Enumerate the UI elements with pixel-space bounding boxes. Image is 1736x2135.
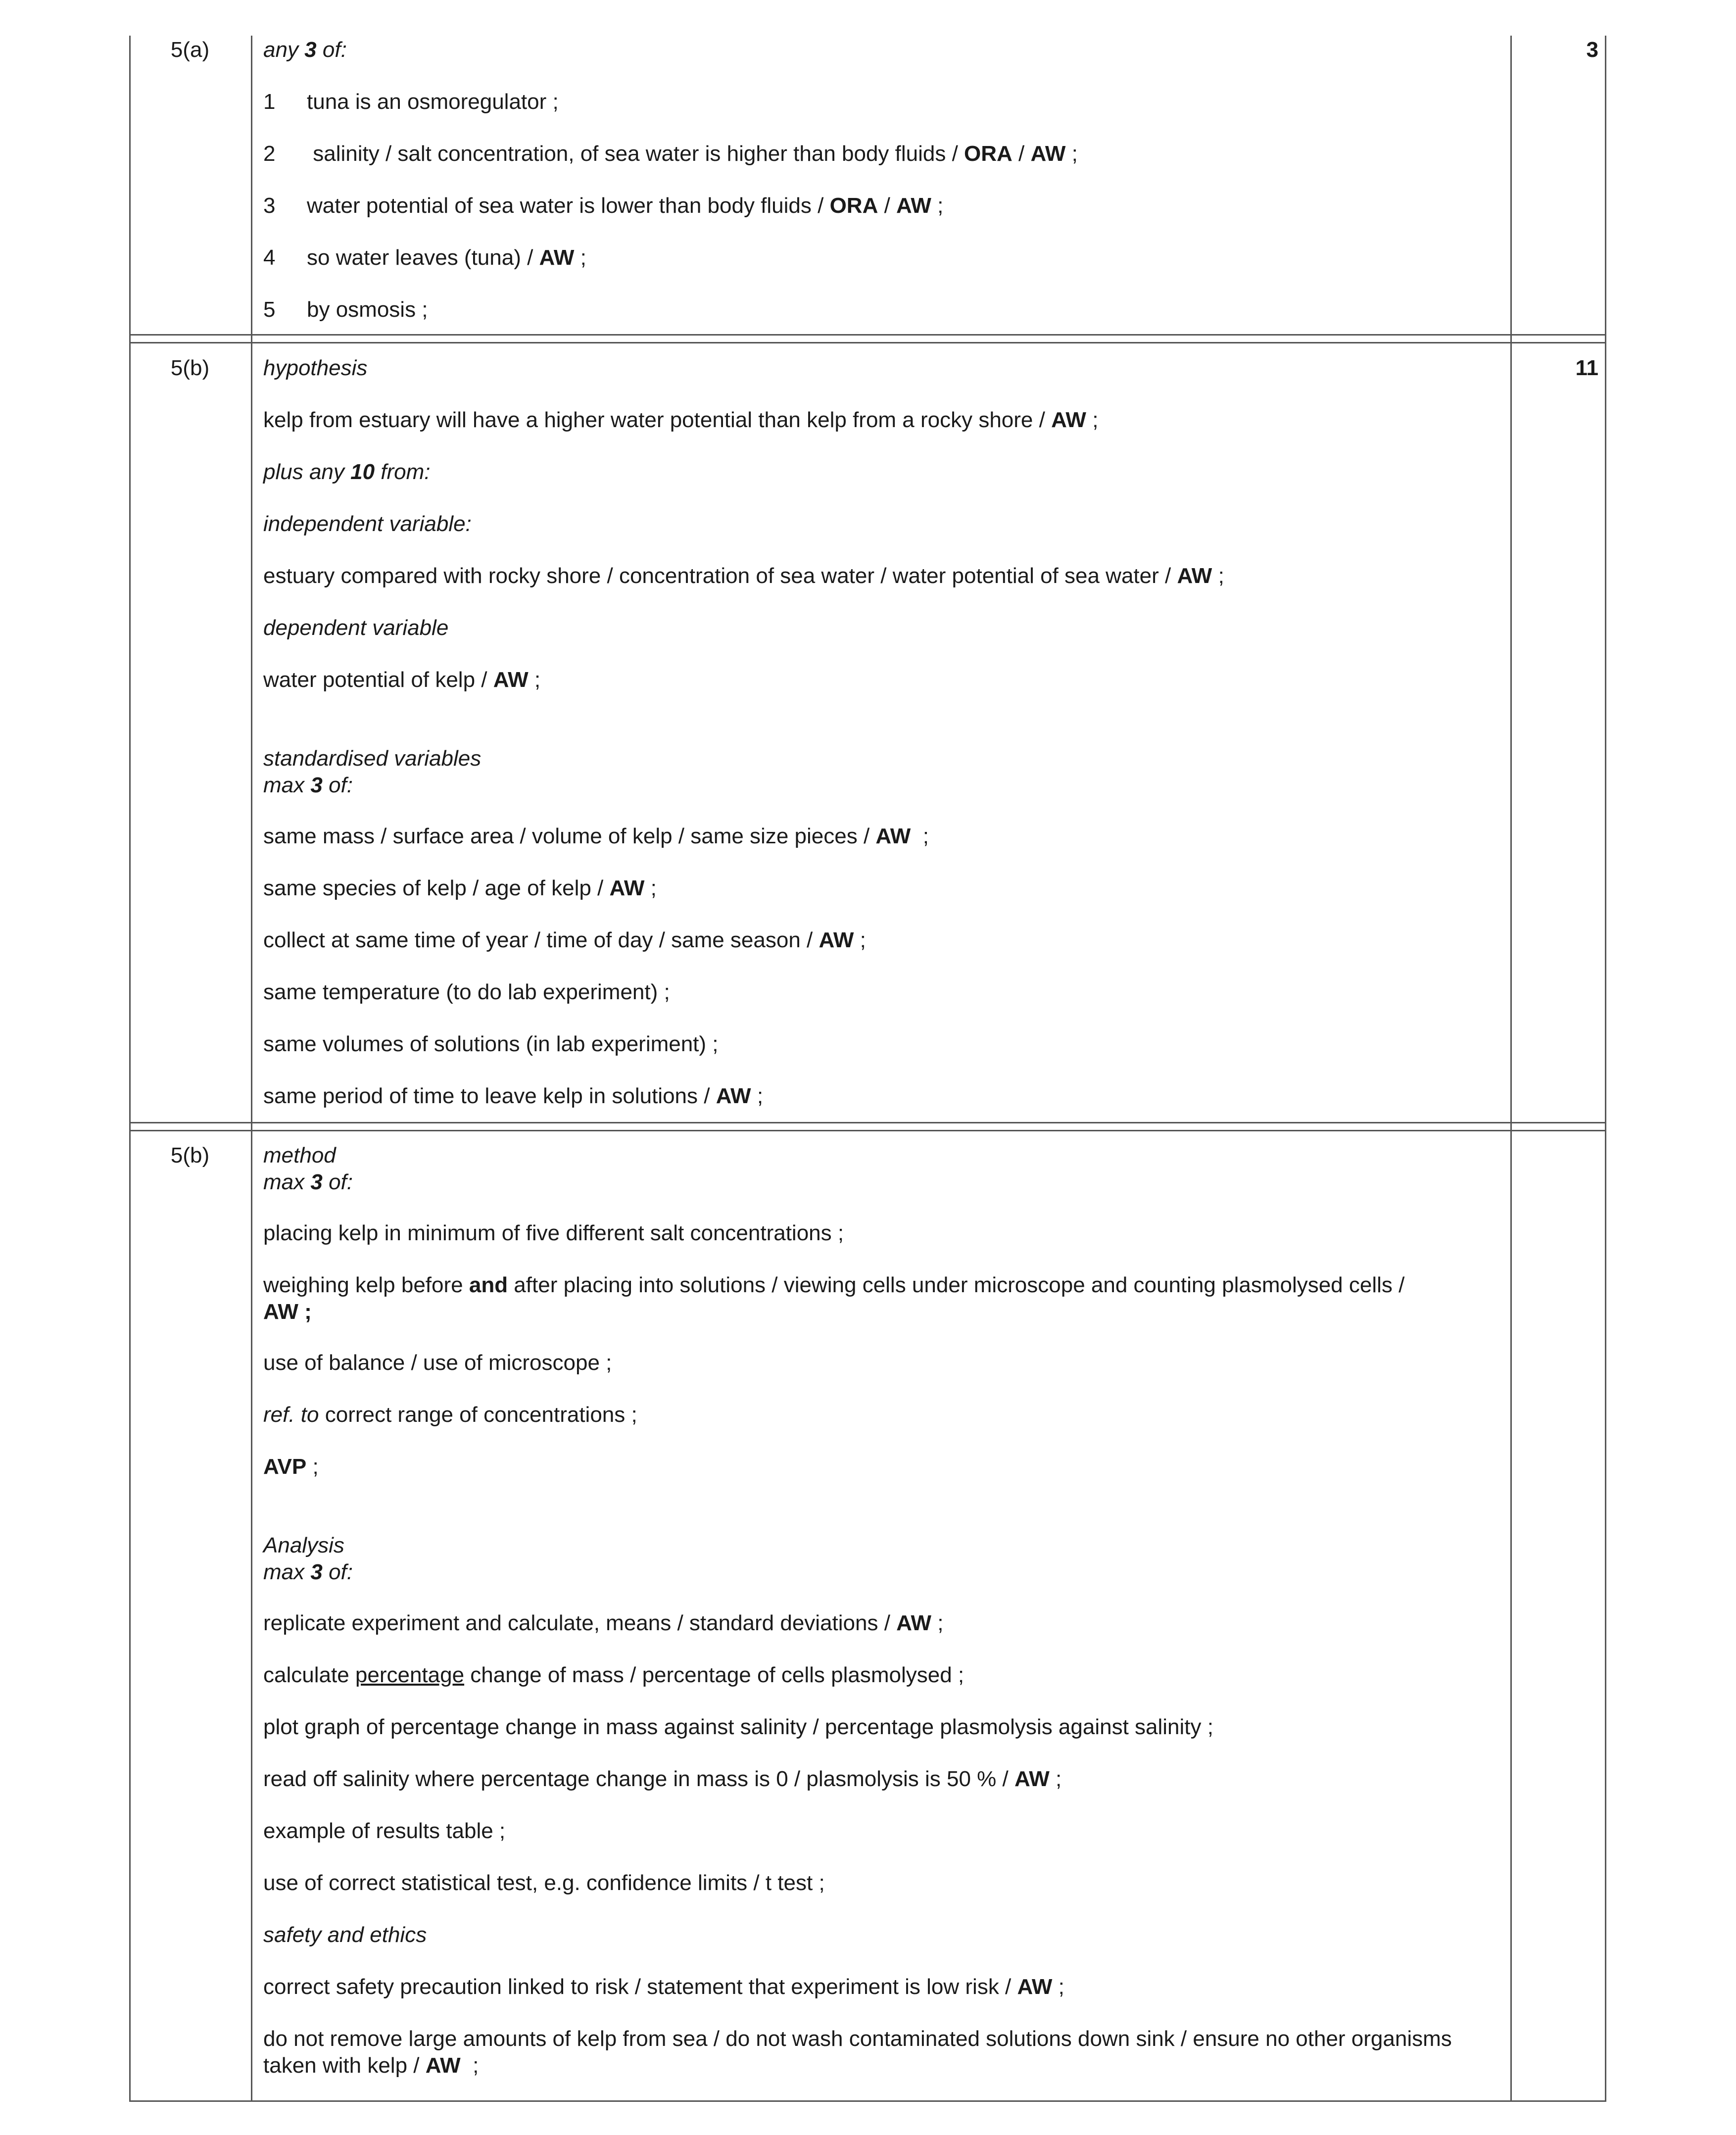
answer-line: independent variable: [263,512,472,536]
answer-line: same species of kelp / age of kelp / AW ; [263,876,657,900]
marks-value: 3 [1586,38,1598,62]
answer-line: 4 so water leaves (tuna) / AW ; [263,244,586,271]
answer-line: same temperature (to do lab experiment) ; [263,980,670,1004]
answer-line: 3 water potential of sea water is lower than body fluids / ORA / AW ; [263,193,943,219]
item-number: 3 [263,194,276,218]
row-separator-1a [129,334,1606,336]
answer-line: same mass / surface area / volume of kelp / same size pieces / AW ; [263,824,929,848]
answer-line: plot graph of percentage change in mass against salinity / percentage plasmolysis against salinity ; [263,1715,1213,1739]
answer-line: use of correct statistical test, e.g. confidence limits / t test ; [263,1871,825,1895]
answer-line: use of balance / use of microscope ; [263,1351,612,1375]
row-separator-1b [129,342,1606,343]
table-divider-marks [1510,36,1512,2102]
answer-line: same period of time to leave kelp in solutions / AW ; [263,1084,764,1108]
answer-line: estuary compared with rocky shore / concentration of sea water / water potential of sea water / AW ; [263,564,1224,588]
answer-line: 1 tuna is an osmoregulator ; [263,89,559,115]
marks-value: 11 [1575,356,1598,380]
answer-line: placing kelp in minimum of five different salt concentrations ; [263,1221,844,1245]
answer-line: any 3 of: [263,38,347,62]
answer-line: kelp from estuary will have a higher water potential than kelp from a rocky shore / AW ; [263,408,1099,432]
answer-line: 2 salinity / salt concentration, of sea water is higher than body fluids / ORA / AW ; [263,141,1078,167]
answer-line: safety and ethics [263,1923,427,1947]
answer-line: collect at same time of year / time of day / same season / AW ; [263,928,866,952]
answer-line: water potential of kelp / AW ; [263,668,541,692]
answer-line: replicate experiment and calculate, means / standard deviations / AW ; [263,1611,944,1635]
table-divider-question [251,36,252,2102]
answer-line: calculate percentage change of mass / percentage of cells plasmolysed ; [263,1663,964,1687]
answer-line: AVP ; [263,1455,319,1479]
answer-line: do not remove large amounts of kelp from sea / do not wash contaminated solutions down sink / ensure no other organisms taken with kelp / AW ; [263,2027,1452,2078]
answer-line: Analysis max 3 of: [263,1533,353,1584]
question-number: 5(b) [170,356,210,380]
item-number: 4 [263,245,276,270]
item-number: 5 [263,297,276,322]
answer-line: correct safety precaution linked to risk / statement that experiment is low risk / AW ; [263,1975,1064,1999]
answer-line: standardised variables max 3 of: [263,746,482,797]
table-border-bottom [129,2100,1606,2102]
answer-line: 5 by osmosis ; [263,296,428,323]
question-number: 5(a) [170,38,210,62]
row-separator-2b [129,1130,1606,1131]
answer-line: hypothesis [263,356,368,380]
row-separator-2a [129,1122,1606,1123]
question-number: 5(b) [170,1143,210,1167]
answer-line: method max 3 of: [263,1143,353,1194]
answer-line: same volumes of solutions (in lab experiment) ; [263,1032,719,1056]
item-number: 1 [263,90,276,114]
answer-line: plus any 10 from: [263,460,431,484]
item-number: 2 [263,142,276,166]
table-border-left [129,36,131,2102]
table-border-right [1605,36,1606,2102]
answer-line: weighing kelp before and after placing into solutions / viewing cells under microscope and counting plasmolysed cells / AW ; [263,1273,1405,1324]
answer-line: ref. to correct range of concentrations ; [263,1403,637,1427]
answer-line: example of results table ; [263,1819,506,1843]
answer-line: read off salinity where percentage change in mass is 0 / plasmolysis is 50 % / AW ; [263,1767,1062,1791]
answer-line: dependent variable [263,616,449,640]
